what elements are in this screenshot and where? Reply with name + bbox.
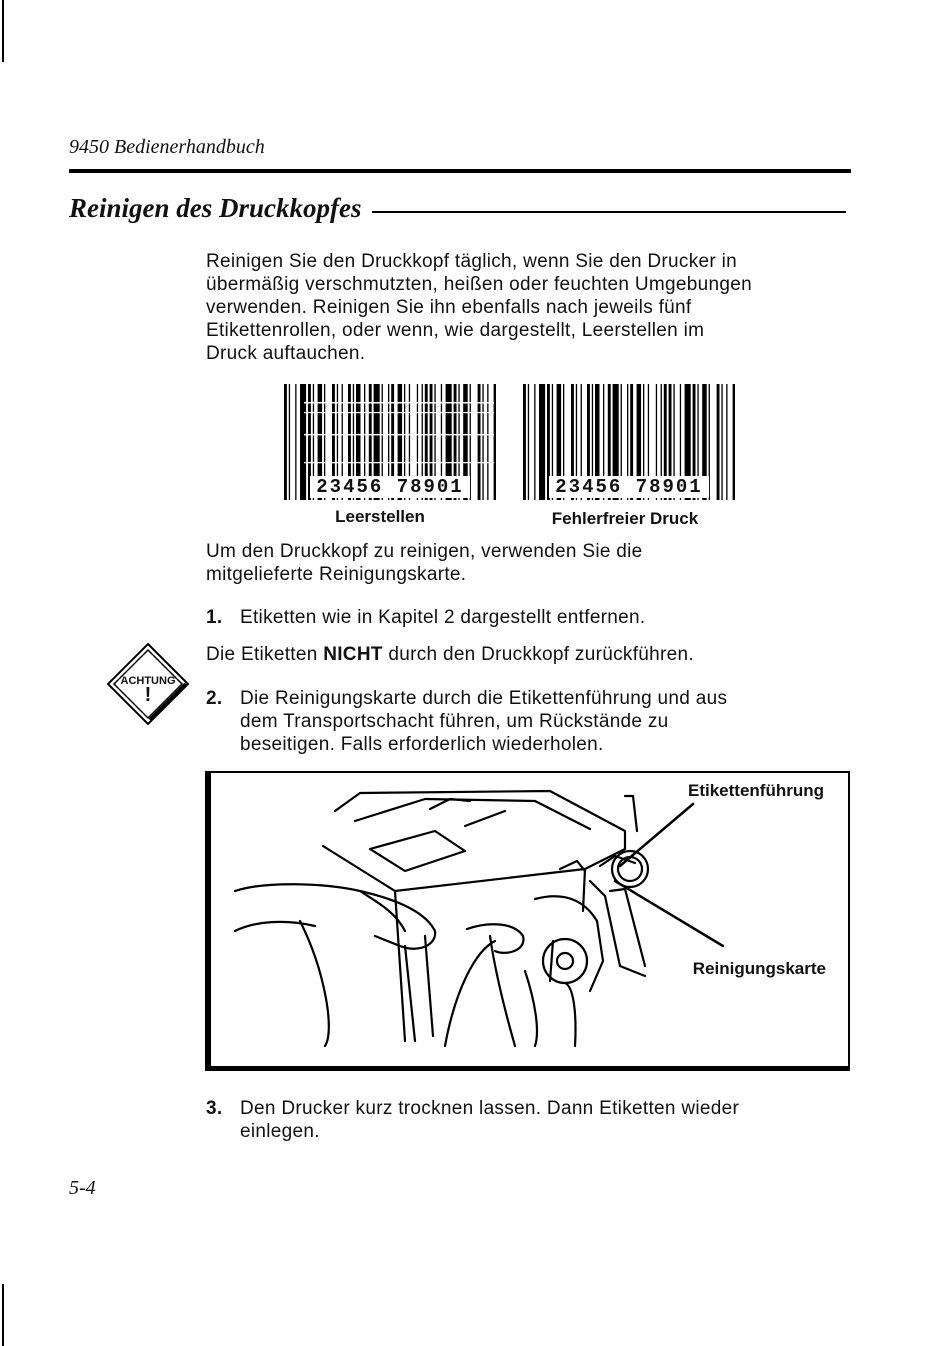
step-3 — [206, 1097, 856, 1143]
barcode-bar — [487, 384, 488, 500]
step-number: 1. — [206, 607, 223, 628]
step-text — [240, 1097, 856, 1143]
header-rule — [69, 169, 851, 173]
caution-text — [206, 643, 856, 666]
cleaning-intro — [206, 540, 856, 586]
caution-text-after: durch den Druckkopf zurückführen. — [382, 644, 694, 665]
caution-badge-label: ACHTUNG — [120, 675, 176, 687]
barcode-caption-right: Fehlerfreier Druck — [551, 509, 699, 528]
barcode-void — [304, 402, 494, 404]
cleaning-intro-line: Um den Druckkopf zu reinigen, verwenden Sie die — [206, 541, 643, 562]
barcode-bar — [478, 384, 481, 500]
barcode-bar — [539, 384, 545, 500]
step-number: 2. — [206, 688, 223, 709]
barcode-clean — [523, 384, 735, 500]
barcode-bar — [534, 384, 535, 500]
intro-line: übermäßig verschmutzten, heißen oder feuchten Umgebungen — [206, 274, 752, 295]
barcode-bar — [721, 384, 722, 500]
caution-icon — [106, 642, 190, 726]
barcode-with-voids — [284, 384, 496, 500]
barcode-void — [304, 462, 494, 463]
barcode-bar — [300, 384, 306, 500]
step-text-line: Den Drucker kurz trocknen lassen. Dann Etiketten wieder — [240, 1098, 740, 1119]
intro-paragraph — [206, 250, 856, 365]
step-text-line: Die Reinigungskarte durch die Etikettenführung und aus — [240, 688, 728, 709]
step-number: 3. — [206, 1098, 223, 1119]
cleaning-intro-line: mitgelieferte Reinigungskarte. — [206, 564, 467, 585]
barcode-caption-left: Leerstellen — [335, 507, 425, 526]
caution-mark: ! — [144, 684, 152, 706]
step-2 — [206, 687, 856, 756]
barcode-void — [304, 434, 494, 435]
step-text: Etiketten wie in Kapitel 2 dargestellt entfernen. — [240, 607, 646, 628]
barcode-bar — [528, 384, 529, 500]
barcode-digits: 23456 78901 — [310, 476, 470, 498]
step-text-line: dem Transportschacht führen, um Rückstände zu — [240, 711, 669, 732]
caution-emphasis: NICHT — [323, 644, 383, 665]
crop-mark-bottom — [2, 1284, 4, 1346]
figure-label-label-guide: Etikettenführung — [688, 781, 824, 800]
barcode-digits: 23456 78901 — [549, 476, 709, 498]
step-1 — [206, 606, 856, 629]
barcode-bar — [726, 384, 727, 500]
figure-label-cleaning-card: Reinigungskarte — [692, 959, 826, 978]
barcode-bar — [482, 384, 483, 500]
printer-illustration — [205, 771, 850, 1071]
cleaning-figure — [205, 771, 850, 1071]
step-text — [240, 687, 856, 756]
section-title-rule — [372, 211, 846, 213]
intro-line: Etikettenrollen, oder wenn, wie dargestellt, Leerstellen im — [206, 320, 705, 341]
crop-mark-top — [2, 0, 4, 62]
barcode-bar — [295, 384, 296, 500]
barcode-void — [304, 412, 494, 413]
barcode-bar — [494, 384, 496, 500]
barcode-bar — [733, 384, 735, 500]
barcode-bar — [523, 384, 526, 500]
running-title: 9450 Bedienerhandbuch — [69, 136, 265, 158]
section-title: Reinigen des Druckkopfes — [69, 193, 362, 223]
step-text-line: beseitigen. Falls erforderlich wiederholen. — [240, 734, 604, 755]
barcode-bar — [284, 384, 287, 500]
intro-line: Druck auftauchen. — [206, 343, 366, 364]
caution-text-before: Die Etiketten — [206, 644, 324, 665]
intro-line: verwenden. Reinigen Sie ihn ebenfalls nach jeweils fünf — [206, 297, 692, 318]
intro-line: Reinigen Sie den Druckkopf täglich, wenn Sie den Drucker in — [206, 251, 737, 272]
barcode-bar — [717, 384, 720, 500]
step-text-line: einlegen. — [240, 1121, 320, 1142]
page-number: 5-4 — [69, 1177, 96, 1199]
barcode-bar — [289, 384, 290, 500]
